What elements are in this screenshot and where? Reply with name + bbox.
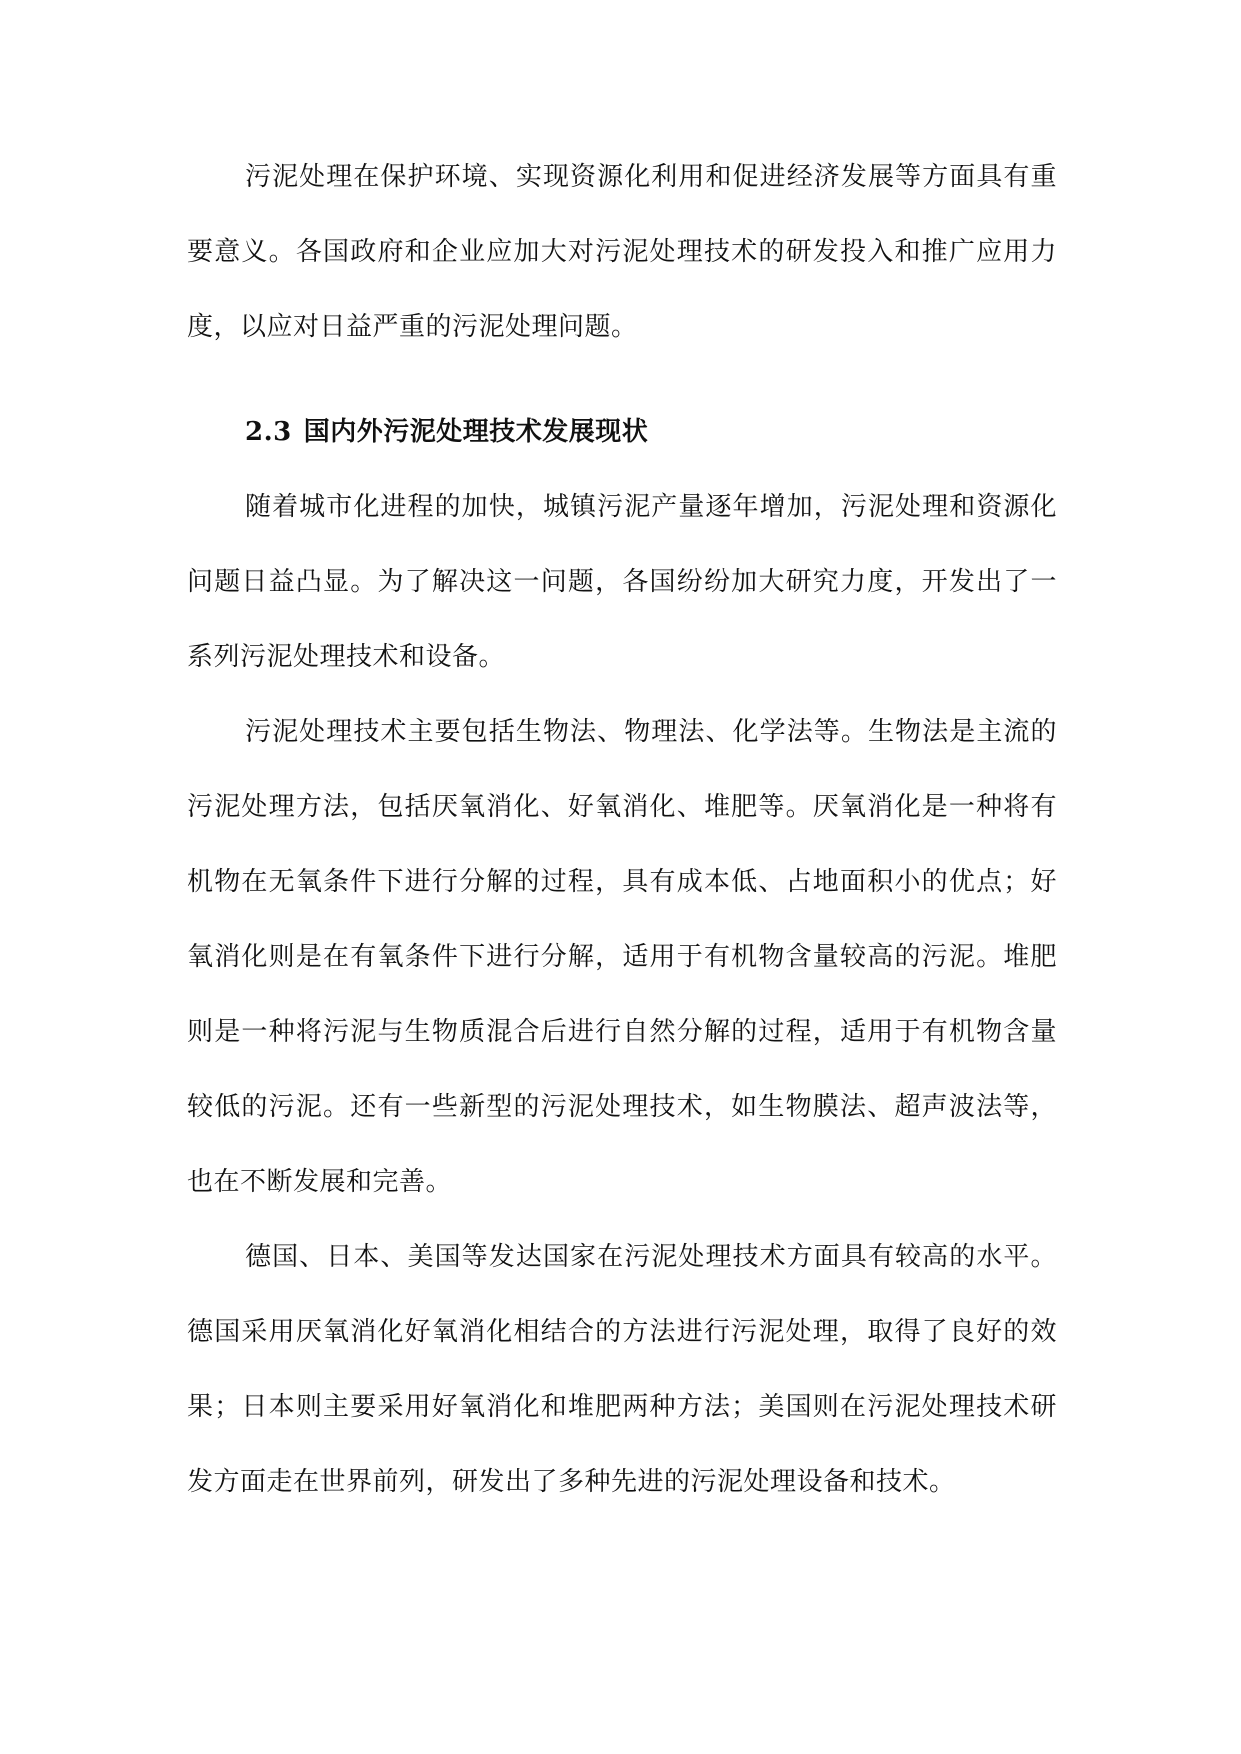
section-heading <box>187 395 1057 470</box>
paragraph-significance: 污泥处理在保护环境、实现资源化利用和促进经济发展等方面具有重要意义。各国政府和企业应加大对污泥处理技术的研发投入和推广应用力度，以应对日益严重的污泥处理问题。 <box>187 162 1057 342</box>
paragraph-developed-countries: 德国、日本、美国等发达国家在污泥处理技术方面具有较高的水平。德国采用厌氧消化好氧消化相结合的方法进行污泥处理，取得了良好的效果；日本则主要采用好氧消化和堆肥两种方法；美国则在污泥处理技术研发方面走在世界前列，研发出了多种先进的污泥处理设备和技术。 <box>187 1242 1057 1497</box>
paragraph-technologies: 污泥处理技术主要包括生物法、物理法、化学法等。生物法是主流的污泥处理方法，包括厌氧消化、好氧消化、堆肥等。厌氧消化是一种将有机物在无氧条件下进行分解的过程，具有成本低、占地面积小的优点；好氧消化则是在有氧条件下进行分解，适用于有机物含量较高的污泥。堆肥则是一种将污泥与生物质混合后进行自然分解的过程，适用于有机物含量较低的污泥。还有一些新型的污泥处理技术，如生物膜法、超声波法等，也在不断发展和完善。 <box>187 717 1057 1197</box>
section-number: 2.3 <box>245 417 292 447</box>
section-title: 国内外污泥处理技术发展现状 <box>303 417 649 447</box>
paragraph-urbanization: 随着城市化进程的加快，城镇污泥产量逐年增加，污泥处理和资源化问题日益凸显。为了解决这一问题，各国纷纷加大研究力度，开发出了一系列污泥处理技术和设备。 <box>187 492 1057 672</box>
document-body <box>187 140 1057 1520</box>
